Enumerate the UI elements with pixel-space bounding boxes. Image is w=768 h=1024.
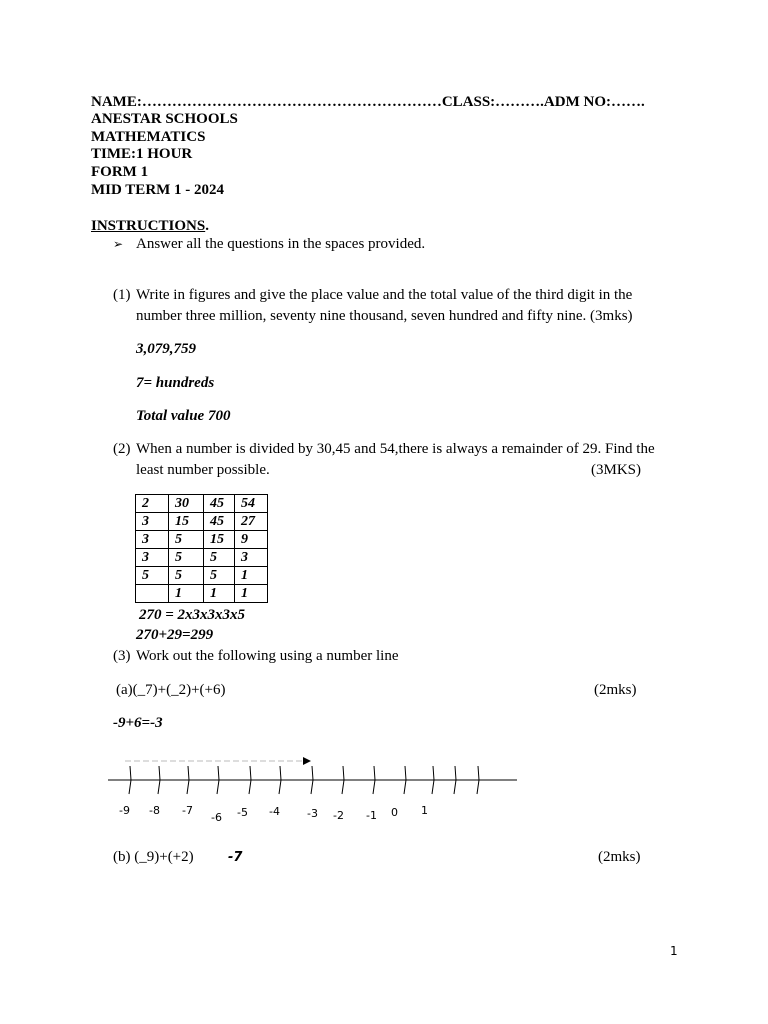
q3a-expression: (a)(_7)+(_2)+(+6) — [116, 682, 226, 698]
tick-label: -1 — [366, 809, 377, 822]
tick-label: -9 — [119, 804, 130, 817]
table-cell: 45 — [204, 495, 235, 513]
tick-label: 1 — [421, 804, 428, 817]
instruction-item: Answer all the questions in the spaces provided. — [136, 236, 426, 252]
table-cell: 15 — [204, 531, 235, 549]
bullet-arrow-icon: ➢ — [113, 237, 124, 251]
q2-work-factorization: 270 = 2x3x3x3x5 — [139, 607, 246, 623]
table-cell: 1 — [235, 585, 268, 603]
subject: MATHEMATICS — [91, 129, 206, 145]
school-name: ANESTAR SCHOOLS — [91, 111, 238, 127]
table-cell: 5 — [204, 549, 235, 567]
table-cell: 5 — [204, 567, 235, 585]
table-row — [136, 585, 268, 603]
tick-label: -7 — [182, 804, 193, 817]
q3a-marks: (2mks) — [594, 682, 637, 698]
q3a-answer: -9+6=-3 — [113, 715, 163, 731]
q2-work-answer: 270+29=299 — [136, 627, 214, 643]
q1-text-line-2: number three million, seventy nine thousand, seven hundred and fifty nine. (3mks) — [136, 308, 633, 324]
q3-number: (3) — [113, 648, 131, 664]
number-line — [100, 752, 520, 824]
table-cell: 3 — [136, 549, 169, 567]
instructions-heading — [91, 218, 209, 236]
table-cell — [136, 585, 169, 603]
q1-answer-place-value: 7= hundreds — [136, 375, 215, 391]
q2-text-line-2: least number possible. — [136, 462, 270, 478]
table-cell: 54 — [235, 495, 268, 513]
table-cell: 9 — [235, 531, 268, 549]
table-cell: 5 — [136, 567, 169, 585]
table-row — [136, 531, 268, 549]
q3b-answer: -7 — [228, 850, 243, 865]
table-row — [136, 495, 268, 513]
table-row — [136, 513, 268, 531]
q1-number: (1) — [113, 287, 131, 303]
tick-label: -5 — [237, 806, 248, 819]
name-class-adm-line: NAME:……………………………………………………CLASS:……….ADM NO:……. — [91, 94, 645, 110]
table-row — [136, 567, 268, 585]
tick-label: -8 — [149, 804, 160, 817]
tick-label: -3 — [307, 807, 318, 820]
tick-label: -6 — [211, 811, 222, 824]
q1-answer-total-value: Total value 700 — [136, 408, 231, 424]
table-cell: 15 — [169, 513, 204, 531]
table-cell: 1 — [204, 585, 235, 603]
q2-marks: (3MKS) — [591, 462, 642, 478]
tick-label: -2 — [333, 809, 344, 822]
tick-label: -4 — [269, 805, 280, 818]
table-cell: 3 — [136, 531, 169, 549]
exam-time: TIME:1 HOUR — [91, 146, 193, 162]
q3b-expression: (b) (_9)+(+2) — [113, 849, 194, 865]
table-cell: 1 — [235, 567, 268, 585]
table-row — [136, 549, 268, 567]
tick-label: 0 — [391, 806, 398, 819]
q3-text: Work out the following using a number line — [136, 648, 399, 664]
table-cell: 1 — [169, 585, 204, 603]
table-cell: 5 — [169, 549, 204, 567]
table-cell: 5 — [169, 567, 204, 585]
table-cell: 30 — [169, 495, 204, 513]
instructions-heading-text: INSTRUCTIONS — [91, 218, 206, 234]
q2-number: (2) — [113, 441, 131, 457]
arrowhead-icon — [303, 757, 311, 765]
q2-text-line-1: When a number is divided by 30,45 and 54,there is always a remainder of 29. Find the — [136, 441, 655, 457]
q3b-marks: (2mks) — [598, 849, 641, 865]
table-cell: 5 — [169, 531, 204, 549]
table-cell: 27 — [235, 513, 268, 531]
q1-answer-figures: 3,079,759 — [136, 341, 196, 357]
table-cell: 2 — [136, 495, 169, 513]
lcm-division-table — [135, 494, 268, 603]
tick-labels — [119, 804, 428, 824]
table-cell: 3 — [136, 513, 169, 531]
table-cell: 3 — [235, 549, 268, 567]
page-number: 1 — [670, 944, 678, 958]
exam-term: MID TERM 1 - 2024 — [91, 182, 225, 198]
q1-text-line-1: Write in figures and give the place value and the total value of the third digit in the — [136, 287, 633, 303]
table-cell: 45 — [204, 513, 235, 531]
form-level: FORM 1 — [91, 164, 149, 180]
instructions-heading-dot: . — [205, 218, 209, 234]
